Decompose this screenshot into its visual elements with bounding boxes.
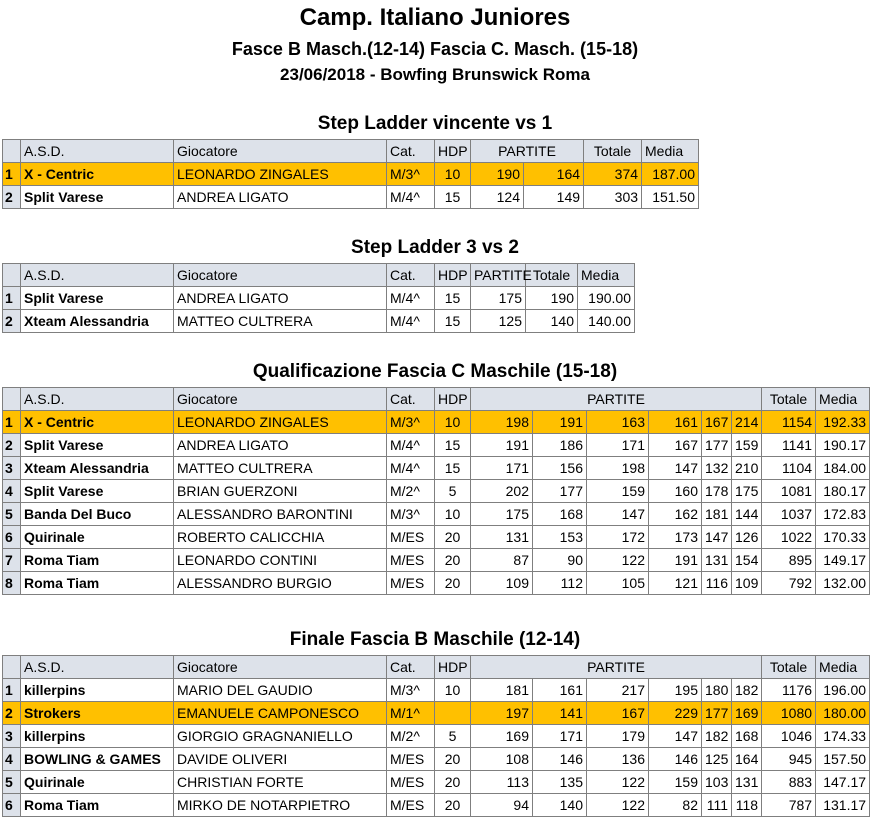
game-score-cell: 159	[649, 771, 702, 794]
game-score-cell: 144	[732, 503, 762, 526]
game-score-cell: 156	[533, 457, 587, 480]
player-cell: MIRKO DE NOTARPIETRO	[174, 794, 387, 817]
total-cell: 1104	[762, 457, 816, 480]
game-score-cell: 172	[587, 526, 649, 549]
game-score-cell: 94	[471, 794, 533, 817]
header-asd: A.S.D.	[21, 264, 174, 287]
game-score-cell: 103	[702, 771, 732, 794]
game-score-cell: 182	[702, 725, 732, 748]
game-score-cell: 175	[732, 480, 762, 503]
category-cell: M/4^	[387, 434, 435, 457]
average-cell: 190.17	[816, 434, 870, 457]
table-row	[3, 679, 870, 702]
game-score-cell: 177	[702, 434, 732, 457]
player-cell: ANDREA LIGATO	[174, 186, 387, 209]
hdp-cell: 20	[435, 549, 471, 572]
club-cell: BOWLING & GAMES	[21, 748, 174, 771]
header-games: PARTITE	[471, 656, 762, 679]
header-total: Totale	[762, 388, 816, 411]
game-score-cell: 177	[533, 480, 587, 503]
total-cell: 1154	[762, 411, 816, 434]
hdp-cell: 20	[435, 771, 471, 794]
game-score-cell: 146	[649, 748, 702, 771]
game-score-cell: 147	[702, 526, 732, 549]
table-header-row	[3, 388, 870, 411]
player-cell: ANDREA LIGATO	[174, 287, 387, 310]
header-asd: A.S.D.	[21, 140, 174, 163]
game-score-cell: 154	[732, 549, 762, 572]
player-cell: EMANUELE CAMPONESCO	[174, 702, 387, 725]
game-score-cell: 116	[702, 572, 732, 595]
club-cell: Roma Tiam	[21, 549, 174, 572]
game-score-cell: 147	[649, 457, 702, 480]
game-score-cell: 112	[533, 572, 587, 595]
average-cell: 187.00	[642, 163, 699, 186]
table-row	[3, 457, 870, 480]
table-row	[3, 411, 870, 434]
header-asd: A.S.D.	[21, 388, 174, 411]
game-score-cell: 168	[533, 503, 587, 526]
total-cell: 895	[762, 549, 816, 572]
category-cell: M/3^	[387, 503, 435, 526]
header-player: Giocatore	[174, 264, 387, 287]
category-cell: M/ES	[387, 771, 435, 794]
hdp-cell: 10	[435, 503, 471, 526]
game-score-cell: 132	[702, 457, 732, 480]
game-score-cell: 161	[649, 411, 702, 434]
game-score-cell: 202	[471, 480, 533, 503]
hdp-cell: 15	[435, 310, 471, 333]
hdp-cell: 15	[435, 457, 471, 480]
game-score-cell: 109	[732, 572, 762, 595]
average-cell: 184.00	[816, 457, 870, 480]
header-total: Totale	[762, 656, 816, 679]
average-cell: 147.17	[816, 771, 870, 794]
header-asd: A.S.D.	[21, 656, 174, 679]
game-score-cell: 82	[649, 794, 702, 817]
header-hdp: HDP	[435, 388, 471, 411]
average-cell: 157.50	[816, 748, 870, 771]
category-cell: M/ES	[387, 794, 435, 817]
header-average: Media	[816, 388, 870, 411]
game-score-cell: 195	[649, 679, 702, 702]
total-cell: 945	[762, 748, 816, 771]
document-subtitle: Fasce B Masch.(12-14) Fascia C. Masch. (15-18)	[231, 39, 639, 59]
table-row	[3, 702, 870, 725]
header-rank-cell	[3, 388, 21, 411]
game-score-cell: 198	[587, 457, 649, 480]
game-score-cell: 105	[587, 572, 649, 595]
game-score-cell: 159	[732, 434, 762, 457]
game-score-cell: 159	[587, 480, 649, 503]
player-cell: ALESSANDRO BURGIO	[174, 572, 387, 595]
hdp-cell: 10	[435, 411, 471, 434]
game-score-cell: 163	[587, 411, 649, 434]
total-cell: 883	[762, 771, 816, 794]
results-table	[2, 139, 699, 209]
average-cell: 180.17	[816, 480, 870, 503]
rank-cell: 4	[3, 748, 21, 771]
average-cell: 192.33	[816, 411, 870, 434]
game-score-cell: 161	[533, 679, 587, 702]
header-total: Totale	[526, 264, 578, 287]
total-cell: 140	[526, 310, 578, 333]
game-score-cell: 178	[702, 480, 732, 503]
table-row	[3, 503, 870, 526]
rank-cell: 1	[3, 679, 21, 702]
header-category: Cat.	[387, 140, 435, 163]
game-score-cell: 191	[471, 434, 533, 457]
average-cell: 132.00	[816, 572, 870, 595]
game-score-cell: 124	[471, 186, 524, 209]
total-cell: 1176	[762, 679, 816, 702]
game-score-cell: 147	[649, 725, 702, 748]
hdp-cell: 10	[435, 679, 471, 702]
total-cell: 1037	[762, 503, 816, 526]
hdp-cell: 20	[435, 794, 471, 817]
header-player: Giocatore	[174, 388, 387, 411]
game-score-cell: 111	[702, 794, 732, 817]
game-score-cell: 167	[587, 702, 649, 725]
header-average: Media	[816, 656, 870, 679]
header-average: Media	[578, 264, 635, 287]
hdp-cell	[435, 702, 471, 725]
player-cell: MATTEO CULTRERA	[174, 457, 387, 480]
game-score-cell: 147	[587, 503, 649, 526]
table-title: Qualificazione Fascia C Maschile (15-18)	[252, 361, 618, 382]
average-cell: 180.00	[816, 702, 870, 725]
player-cell: CHRISTIAN FORTE	[174, 771, 387, 794]
header-category: Cat.	[387, 264, 435, 287]
rank-cell: 7	[3, 549, 21, 572]
header-rank-cell	[3, 264, 21, 287]
table-title: Step Ladder vincente vs 1	[317, 113, 553, 134]
player-cell: MARIO DEL GAUDIO	[174, 679, 387, 702]
total-cell: 1081	[762, 480, 816, 503]
category-cell: M/3^	[387, 163, 435, 186]
table-row	[3, 186, 699, 209]
category-cell: M/2^	[387, 480, 435, 503]
rank-cell: 2	[3, 702, 21, 725]
hdp-cell: 20	[435, 526, 471, 549]
game-score-cell: 113	[471, 771, 533, 794]
club-cell: Xteam Alessandria	[21, 457, 174, 480]
game-score-cell: 108	[471, 748, 533, 771]
player-cell: DAVIDE OLIVERI	[174, 748, 387, 771]
category-cell: M/3^	[387, 679, 435, 702]
game-score-cell: 90	[533, 549, 587, 572]
table-row	[3, 794, 870, 817]
game-score-cell: 153	[533, 526, 587, 549]
hdp-cell: 5	[435, 480, 471, 503]
player-cell: LEONARDO CONTINI	[174, 549, 387, 572]
average-cell: 190.00	[578, 287, 635, 310]
game-score-cell: 214	[732, 411, 762, 434]
game-score-cell: 171	[533, 725, 587, 748]
club-cell: Banda Del Buco	[21, 503, 174, 526]
results-table	[2, 655, 870, 817]
total-cell: 190	[526, 287, 578, 310]
category-cell: M/3^	[387, 411, 435, 434]
table-row	[3, 480, 870, 503]
average-cell: 151.50	[642, 186, 699, 209]
game-score-cell: 175	[471, 503, 533, 526]
header-hdp: HDP	[435, 656, 471, 679]
club-cell: Roma Tiam	[21, 572, 174, 595]
category-cell: M/ES	[387, 526, 435, 549]
game-score-cell: 229	[649, 702, 702, 725]
game-score-cell: 186	[533, 434, 587, 457]
average-cell: 149.17	[816, 549, 870, 572]
hdp-cell: 20	[435, 748, 471, 771]
header-rank-cell	[3, 656, 21, 679]
game-score-cell: 87	[471, 549, 533, 572]
game-score-cell: 198	[471, 411, 533, 434]
table-row	[3, 549, 870, 572]
rank-cell: 3	[3, 725, 21, 748]
game-score-cell: 125	[702, 748, 732, 771]
category-cell: M/4^	[387, 186, 435, 209]
hdp-cell: 10	[435, 163, 471, 186]
player-cell: LEONARDO ZINGALES	[174, 411, 387, 434]
header-total: Totale	[584, 140, 642, 163]
header-hdp: HDP	[435, 140, 471, 163]
average-cell: 131.17	[816, 794, 870, 817]
club-cell: Split Varese	[21, 434, 174, 457]
game-score-cell: 169	[471, 725, 533, 748]
club-cell: Quirinale	[21, 771, 174, 794]
rank-cell: 6	[3, 526, 21, 549]
game-score-cell: 126	[732, 526, 762, 549]
rank-cell: 1	[3, 411, 21, 434]
header-player: Giocatore	[174, 656, 387, 679]
header-games: PARTITE	[471, 264, 526, 287]
game-score-cell: 171	[471, 457, 533, 480]
game-score-cell: 197	[471, 702, 533, 725]
total-cell: 303	[584, 186, 642, 209]
player-cell: ROBERTO CALICCHIA	[174, 526, 387, 549]
game-score-cell: 168	[732, 725, 762, 748]
category-cell: M/ES	[387, 748, 435, 771]
table-title: Finale Fascia B Maschile (12-14)	[289, 629, 581, 650]
player-cell: GIORGIO GRAGNANIELLO	[174, 725, 387, 748]
game-score-cell: 122	[587, 794, 649, 817]
total-cell: 1141	[762, 434, 816, 457]
player-cell: MATTEO CULTRERA	[174, 310, 387, 333]
game-score-cell: 164	[732, 748, 762, 771]
hdp-cell: 20	[435, 572, 471, 595]
game-score-cell: 179	[587, 725, 649, 748]
game-score-cell: 121	[649, 572, 702, 595]
game-score-cell: 180	[702, 679, 732, 702]
rank-cell: 4	[3, 480, 21, 503]
game-score-cell: 210	[732, 457, 762, 480]
header-category: Cat.	[387, 388, 435, 411]
table-row	[3, 572, 870, 595]
average-cell: 140.00	[578, 310, 635, 333]
game-score-cell: 182	[732, 679, 762, 702]
game-score-cell: 177	[702, 702, 732, 725]
table-header-row	[3, 264, 635, 287]
game-score-cell: 136	[587, 748, 649, 771]
results-table	[2, 263, 635, 333]
club-cell: Split Varese	[21, 186, 174, 209]
average-cell: 170.33	[816, 526, 870, 549]
rank-cell: 8	[3, 572, 21, 595]
player-cell: ALESSANDRO BARONTINI	[174, 503, 387, 526]
header-average: Media	[642, 140, 699, 163]
game-score-cell: 217	[587, 679, 649, 702]
club-cell: killerpins	[21, 725, 174, 748]
game-score-cell: 135	[533, 771, 587, 794]
game-score-cell: 181	[471, 679, 533, 702]
table-header-row	[3, 140, 699, 163]
game-score-cell: 167	[649, 434, 702, 457]
category-cell: M/ES	[387, 572, 435, 595]
hdp-cell: 15	[435, 186, 471, 209]
header-rank-cell	[3, 140, 21, 163]
document-title: Camp. Italiano Juniores	[299, 4, 571, 31]
header-games: PARTITE	[471, 140, 584, 163]
rank-cell: 1	[3, 287, 21, 310]
game-score-cell: 122	[587, 549, 649, 572]
game-score-cell: 173	[649, 526, 702, 549]
rank-cell: 5	[3, 503, 21, 526]
header-hdp: HDP	[435, 264, 471, 287]
game-score-cell: 190	[471, 163, 524, 186]
table-row	[3, 287, 635, 310]
game-score-cell: 141	[533, 702, 587, 725]
header-player: Giocatore	[174, 140, 387, 163]
game-score-cell: 131	[702, 549, 732, 572]
table-row	[3, 748, 870, 771]
header-category: Cat.	[387, 656, 435, 679]
club-cell: Strokers	[21, 702, 174, 725]
game-score-cell: 140	[533, 794, 587, 817]
rank-cell: 2	[3, 434, 21, 457]
average-cell: 174.33	[816, 725, 870, 748]
category-cell: M/4^	[387, 287, 435, 310]
game-score-cell: 167	[702, 411, 732, 434]
category-cell: M/ES	[387, 549, 435, 572]
total-cell: 787	[762, 794, 816, 817]
player-cell: ANDREA LIGATO	[174, 434, 387, 457]
category-cell: M/4^	[387, 457, 435, 480]
game-score-cell: 149	[524, 186, 584, 209]
document-date-line: 23/06/2018 - Bowfing Brunswick Roma	[280, 65, 590, 84]
game-score-cell: 118	[732, 794, 762, 817]
category-cell: M/2^	[387, 725, 435, 748]
table-title: Step Ladder 3 vs 2	[351, 237, 519, 258]
table-row	[3, 725, 870, 748]
game-score-cell: 131	[732, 771, 762, 794]
club-cell: X - Centric	[21, 411, 174, 434]
rank-cell: 2	[3, 310, 21, 333]
game-score-cell: 162	[649, 503, 702, 526]
game-score-cell: 191	[649, 549, 702, 572]
game-score-cell: 125	[471, 310, 526, 333]
average-cell: 196.00	[816, 679, 870, 702]
rank-cell: 2	[3, 186, 21, 209]
average-cell: 172.83	[816, 503, 870, 526]
game-score-cell: 146	[533, 748, 587, 771]
player-cell: LEONARDO ZINGALES	[174, 163, 387, 186]
table-row	[3, 526, 870, 549]
club-cell: Split Varese	[21, 480, 174, 503]
total-cell: 1046	[762, 725, 816, 748]
total-cell: 1080	[762, 702, 816, 725]
rank-cell: 1	[3, 163, 21, 186]
hdp-cell: 15	[435, 287, 471, 310]
rank-cell: 6	[3, 794, 21, 817]
game-score-cell: 164	[524, 163, 584, 186]
club-cell: X - Centric	[21, 163, 174, 186]
game-score-cell: 181	[702, 503, 732, 526]
game-score-cell: 175	[471, 287, 526, 310]
total-cell: 792	[762, 572, 816, 595]
game-score-cell: 131	[471, 526, 533, 549]
table-header-row	[3, 656, 870, 679]
results-table	[2, 387, 870, 595]
club-cell: Quirinale	[21, 526, 174, 549]
club-cell: Roma Tiam	[21, 794, 174, 817]
club-cell: Split Varese	[21, 287, 174, 310]
rank-cell: 3	[3, 457, 21, 480]
table-row	[3, 434, 870, 457]
hdp-cell: 15	[435, 434, 471, 457]
club-cell: Xteam Alessandria	[21, 310, 174, 333]
total-cell: 1022	[762, 526, 816, 549]
hdp-cell: 5	[435, 725, 471, 748]
table-row	[3, 310, 635, 333]
category-cell: M/4^	[387, 310, 435, 333]
club-cell: killerpins	[21, 679, 174, 702]
table-row	[3, 163, 699, 186]
game-score-cell: 160	[649, 480, 702, 503]
total-cell: 374	[584, 163, 642, 186]
category-cell: M/1^	[387, 702, 435, 725]
rank-cell: 5	[3, 771, 21, 794]
game-score-cell: 169	[732, 702, 762, 725]
game-score-cell: 122	[587, 771, 649, 794]
header-games: PARTITE	[471, 388, 762, 411]
game-score-cell: 191	[533, 411, 587, 434]
player-cell: BRIAN GUERZONI	[174, 480, 387, 503]
table-row	[3, 771, 870, 794]
game-score-cell: 109	[471, 572, 533, 595]
game-score-cell: 171	[587, 434, 649, 457]
